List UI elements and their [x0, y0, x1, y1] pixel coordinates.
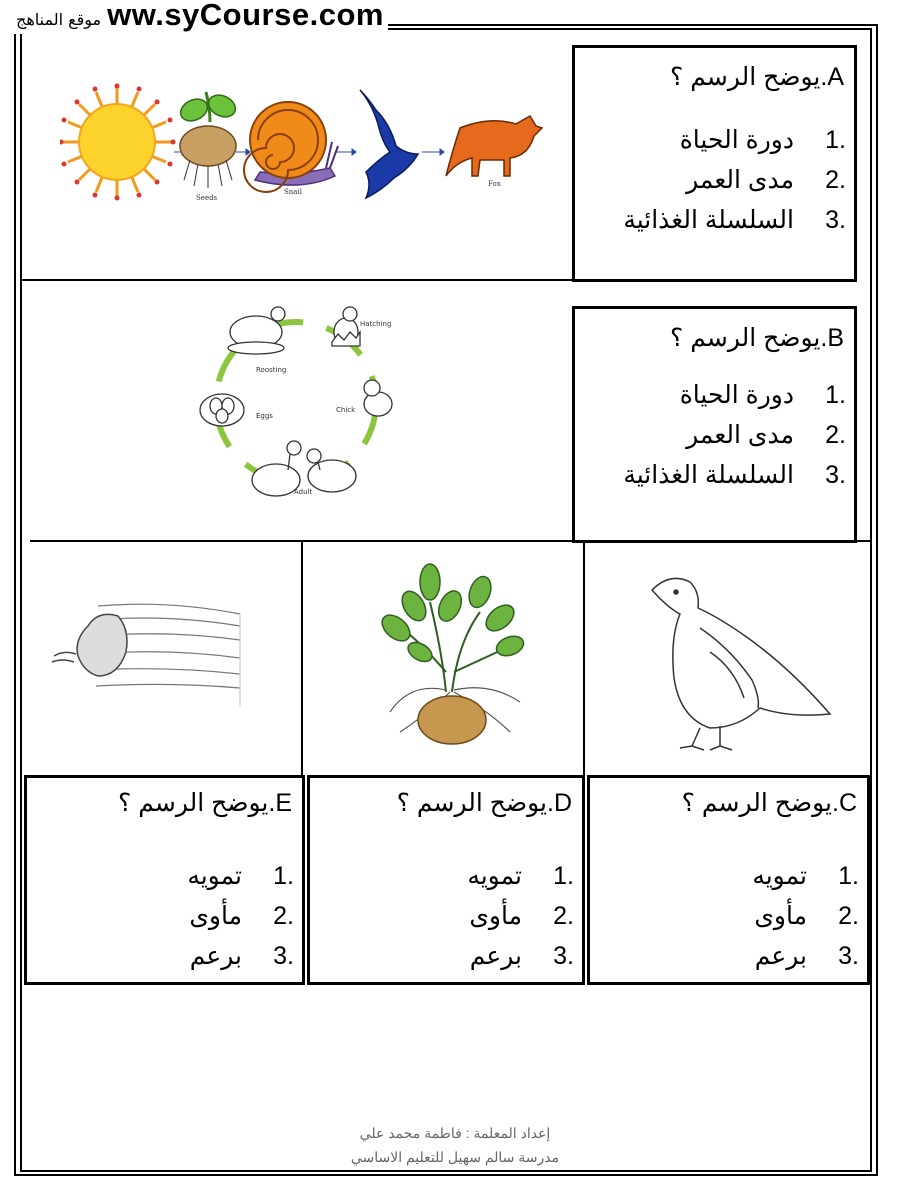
fox-icon — [446, 116, 542, 176]
option-label: السلسلة الغذائية — [623, 206, 794, 234]
question-box-d — [307, 775, 585, 985]
option-label: برعم — [754, 942, 807, 970]
option-item[interactable]: .3برعم — [754, 942, 859, 970]
question-c-options — [590, 818, 867, 976]
label-fox: Fox — [488, 180, 501, 188]
option-label: مدى العمر — [686, 421, 794, 449]
question-b-letter: B — [827, 324, 844, 352]
option-label: تمويه — [752, 862, 807, 890]
chick-icon — [364, 380, 392, 416]
option-label: مأوى — [189, 902, 242, 930]
egg-nest-icon — [200, 394, 244, 426]
question-d-letter: D — [553, 789, 572, 817]
bird-icon — [360, 90, 418, 198]
option-label: تمويه — [187, 862, 242, 890]
option-label: السلسلة الغذائية — [623, 461, 794, 489]
label-eggs: Eggs — [256, 412, 273, 420]
option-item[interactable]: .3برعم — [189, 942, 294, 970]
question-e-text: يوضح الرسم ؟ — [118, 789, 269, 817]
question-b-options — [575, 353, 854, 495]
option-item[interactable]: .1دورة الحياة — [679, 381, 846, 409]
option-item[interactable]: .2مأوى — [754, 902, 859, 930]
label-chick: Chick — [336, 406, 356, 414]
seed-icon — [177, 91, 239, 188]
question-a-letter: A — [827, 63, 844, 91]
chicken-life-cycle-illustration — [196, 292, 406, 514]
question-b-prompt: B.يوضح الرسم ؟ — [670, 324, 844, 352]
option-item[interactable]: .2مدى العمر — [686, 166, 846, 194]
question-c-text: يوضح الرسم ؟ — [681, 789, 832, 817]
col-divider-2 — [583, 540, 585, 776]
question-e-prompt: E.يوضح الرسم ؟ — [118, 789, 292, 817]
option-item[interactable]: .1تمويه — [187, 862, 294, 890]
question-a-options — [575, 92, 854, 240]
option-item[interactable]: .2مدى العمر — [686, 421, 846, 449]
question-b-text: يوضح الرسم ؟ — [670, 324, 821, 352]
question-a-text: يوضح الرسم ؟ — [670, 63, 821, 91]
question-d-prompt: D.يوضح الرسم ؟ — [396, 789, 572, 817]
potato-plant-illustration — [370, 562, 530, 750]
option-label: دورة الحياة — [679, 126, 794, 154]
question-box-b — [572, 306, 857, 543]
hatching-chick-icon — [332, 307, 360, 346]
footer-teacher: إعداد المعلمة : فاطمة محمد علي — [359, 1125, 551, 1141]
option-item[interactable]: .3السلسلة الغذائية — [623, 461, 846, 489]
question-a-prompt: A.يوضح الرسم ؟ — [670, 63, 844, 91]
label-roosting: Roosting — [256, 366, 287, 374]
option-label: تمويه — [467, 862, 522, 890]
label-seeds: Seeds — [196, 194, 218, 202]
question-d-text: يوضح الرسم ؟ — [396, 789, 547, 817]
question-box-a — [572, 45, 857, 282]
option-item[interactable]: .1دورة الحياة — [679, 126, 846, 154]
option-label: مدى العمر — [686, 166, 794, 194]
site-name-arabic: موقع المناهج — [16, 10, 102, 29]
option-item[interactable]: .3السلسلة الغذائية — [623, 206, 846, 234]
sun-icon — [60, 84, 176, 201]
option-label: برعم — [469, 942, 522, 970]
col-divider-1 — [301, 540, 303, 776]
question-c-letter: C — [838, 789, 857, 817]
option-label: دورة الحياة — [679, 381, 794, 409]
label-adult: Adult — [294, 488, 313, 496]
site-url: ww.syCourse.com — [107, 0, 384, 32]
label-hatching: Hatching — [360, 320, 392, 328]
option-item[interactable]: .3برعم — [469, 942, 574, 970]
question-box-e — [24, 775, 305, 985]
row-divider-1 — [20, 279, 576, 281]
food-chain-illustration — [60, 80, 560, 210]
question-e-letter: E — [275, 789, 292, 817]
question-box-c — [587, 775, 870, 985]
option-item[interactable]: .1تمويه — [467, 862, 574, 890]
question-e-options — [27, 818, 302, 976]
label-snail: Snail — [284, 188, 302, 196]
roosting-hen-icon — [228, 307, 285, 354]
option-label: مأوى — [469, 902, 522, 930]
option-item[interactable]: .2مأوى — [189, 902, 294, 930]
footer-school: مدرسة سالم سهيل للتعليم الاساسي — [350, 1149, 560, 1165]
site-header — [12, 0, 388, 34]
option-item[interactable]: .2مأوى — [469, 902, 574, 930]
animal-shelter-illustration — [48, 596, 248, 714]
question-d-options — [310, 818, 582, 976]
snail-icon — [244, 102, 338, 192]
ptarmigan-bird-illustration — [640, 568, 840, 754]
option-label: مأوى — [754, 902, 807, 930]
option-label: برعم — [189, 942, 242, 970]
option-item[interactable]: .1تمويه — [752, 862, 859, 890]
question-c-prompt: C.يوضح الرسم ؟ — [681, 789, 857, 817]
